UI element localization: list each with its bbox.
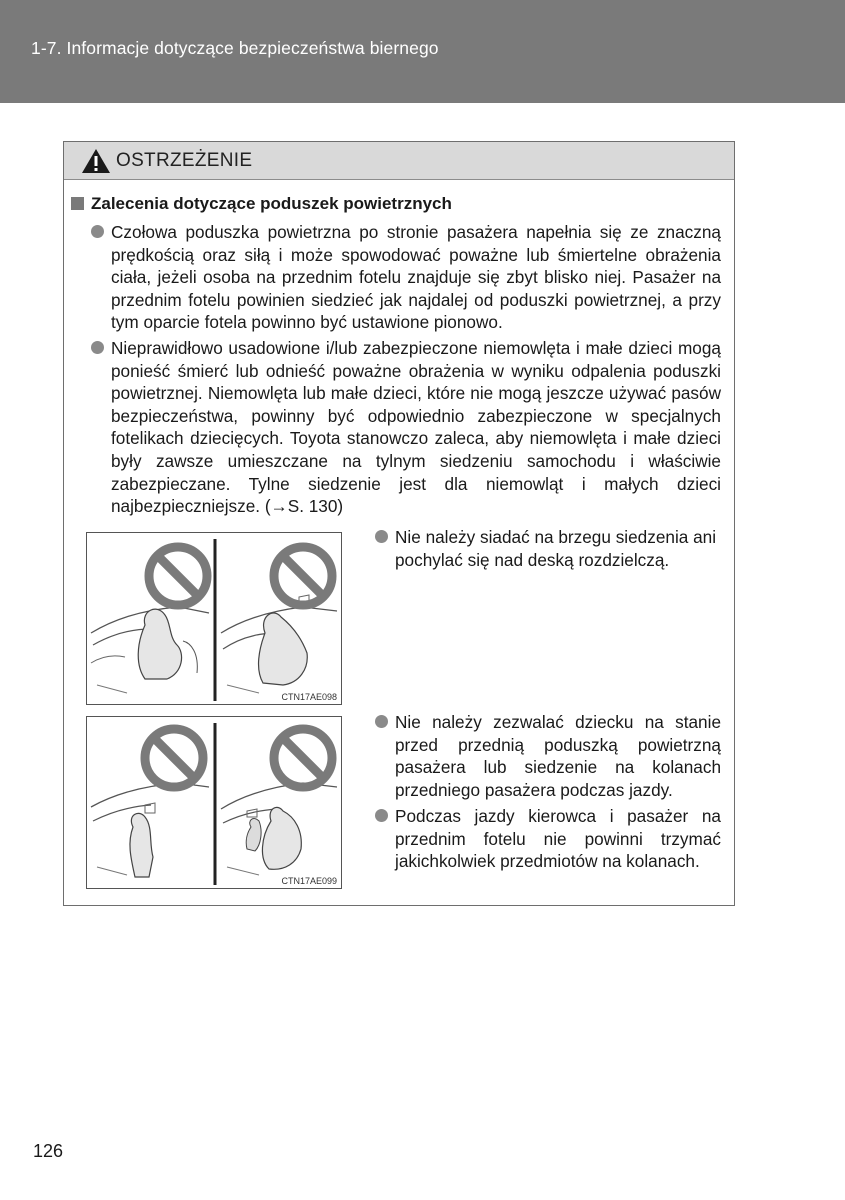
bullet-text: Nie należy zezwalać dziecku na stanie przed przednią poduszką powietrzną pasażera lub siedzenie na kolanach przedniego pasażera podczas jazdy. [395,712,721,800]
warning-box [63,141,735,906]
warning-triangle-icon [81,148,111,174]
section-title-text: Zalecenia dotyczące poduszek powietrznych [91,194,452,213]
bullet-dot-icon [375,809,388,822]
bullet-item [395,711,721,801]
page-header [0,0,845,103]
prohibited-icon [268,723,338,793]
prohibited-icon [268,541,338,611]
bullet-dot-icon [375,530,388,543]
warning-title: OSTRZEŻENIE [116,150,253,171]
bullet-item [111,337,721,518]
page-number: 126 [33,1141,64,1161]
bullet-dot-icon [91,225,104,238]
figure-code: CTN17AE098 [281,692,337,702]
bullet-text: Podczas jazdy kierowca i pasażer na przednim fotelu nie powinni trzymać jakichkolwiek przedmiotów na kolanach. [395,806,721,872]
bullet-item [111,221,721,334]
bullet-dot-icon [375,715,388,728]
chapter-title: 1-7. Informacje dotyczące bezpieczeństwa biernego [31,38,439,58]
bullet-text: Nie należy siadać na brzegu siedzenia ani pochylać się nad deską rozdzielczą. [395,527,717,570]
bullet-dot-icon [91,341,104,354]
section-title [71,194,452,214]
prohibited-icon [143,541,213,611]
bullet-text: Czołowa poduszka powietrzna po stronie pasażera napełnia się ze znaczną prędkością oraz siłą i może spowodować poważne lub śmiertelne obrażenia ciała, jeżeli osoba na przednim fotelu znajduje się zbyt blisko niej. Pasażer na przednim fotelu powinien siedzieć jak najdalej od poduszki powietrznej, a przy tym oparcie fotela powinno być ustawione pionowo. [111,222,721,333]
figure-code: CTN17AE099 [281,876,337,886]
prohibited-icon [139,723,209,793]
bullet-text: Nieprawidłowo usadowione i/lub zabezpieczone niemowlęta i małe dzieci mogą ponieść śmierć lub odnieść poważne obrażenia w wyniku odpalenia poduszki powietrznej. Niemowlęta lub małe dzieci, które nie mogą jeszcze używać pasów bezpieczeństwa, powinny być odpowiednio zabezpieczone w specjalnych fotelikach dziecięcych. Toyota stanowczo zaleca, aby niemowlęta i małe dzieci były zawsze umieszczane na tylnym siedzeniu samochodu i właściwie zabezpieczane. Tylne siedzenie jest dla niemowląt i małych dzieci najbezpieczniejsze. (→S. 130) [111,338,721,517]
square-bullet-icon [71,197,84,210]
illustration-ctn17ae098 [86,532,342,705]
warning-header [64,142,734,180]
illustration-ctn17ae099 [86,716,342,889]
bullet-item [395,526,721,571]
bullet-item [395,805,721,873]
